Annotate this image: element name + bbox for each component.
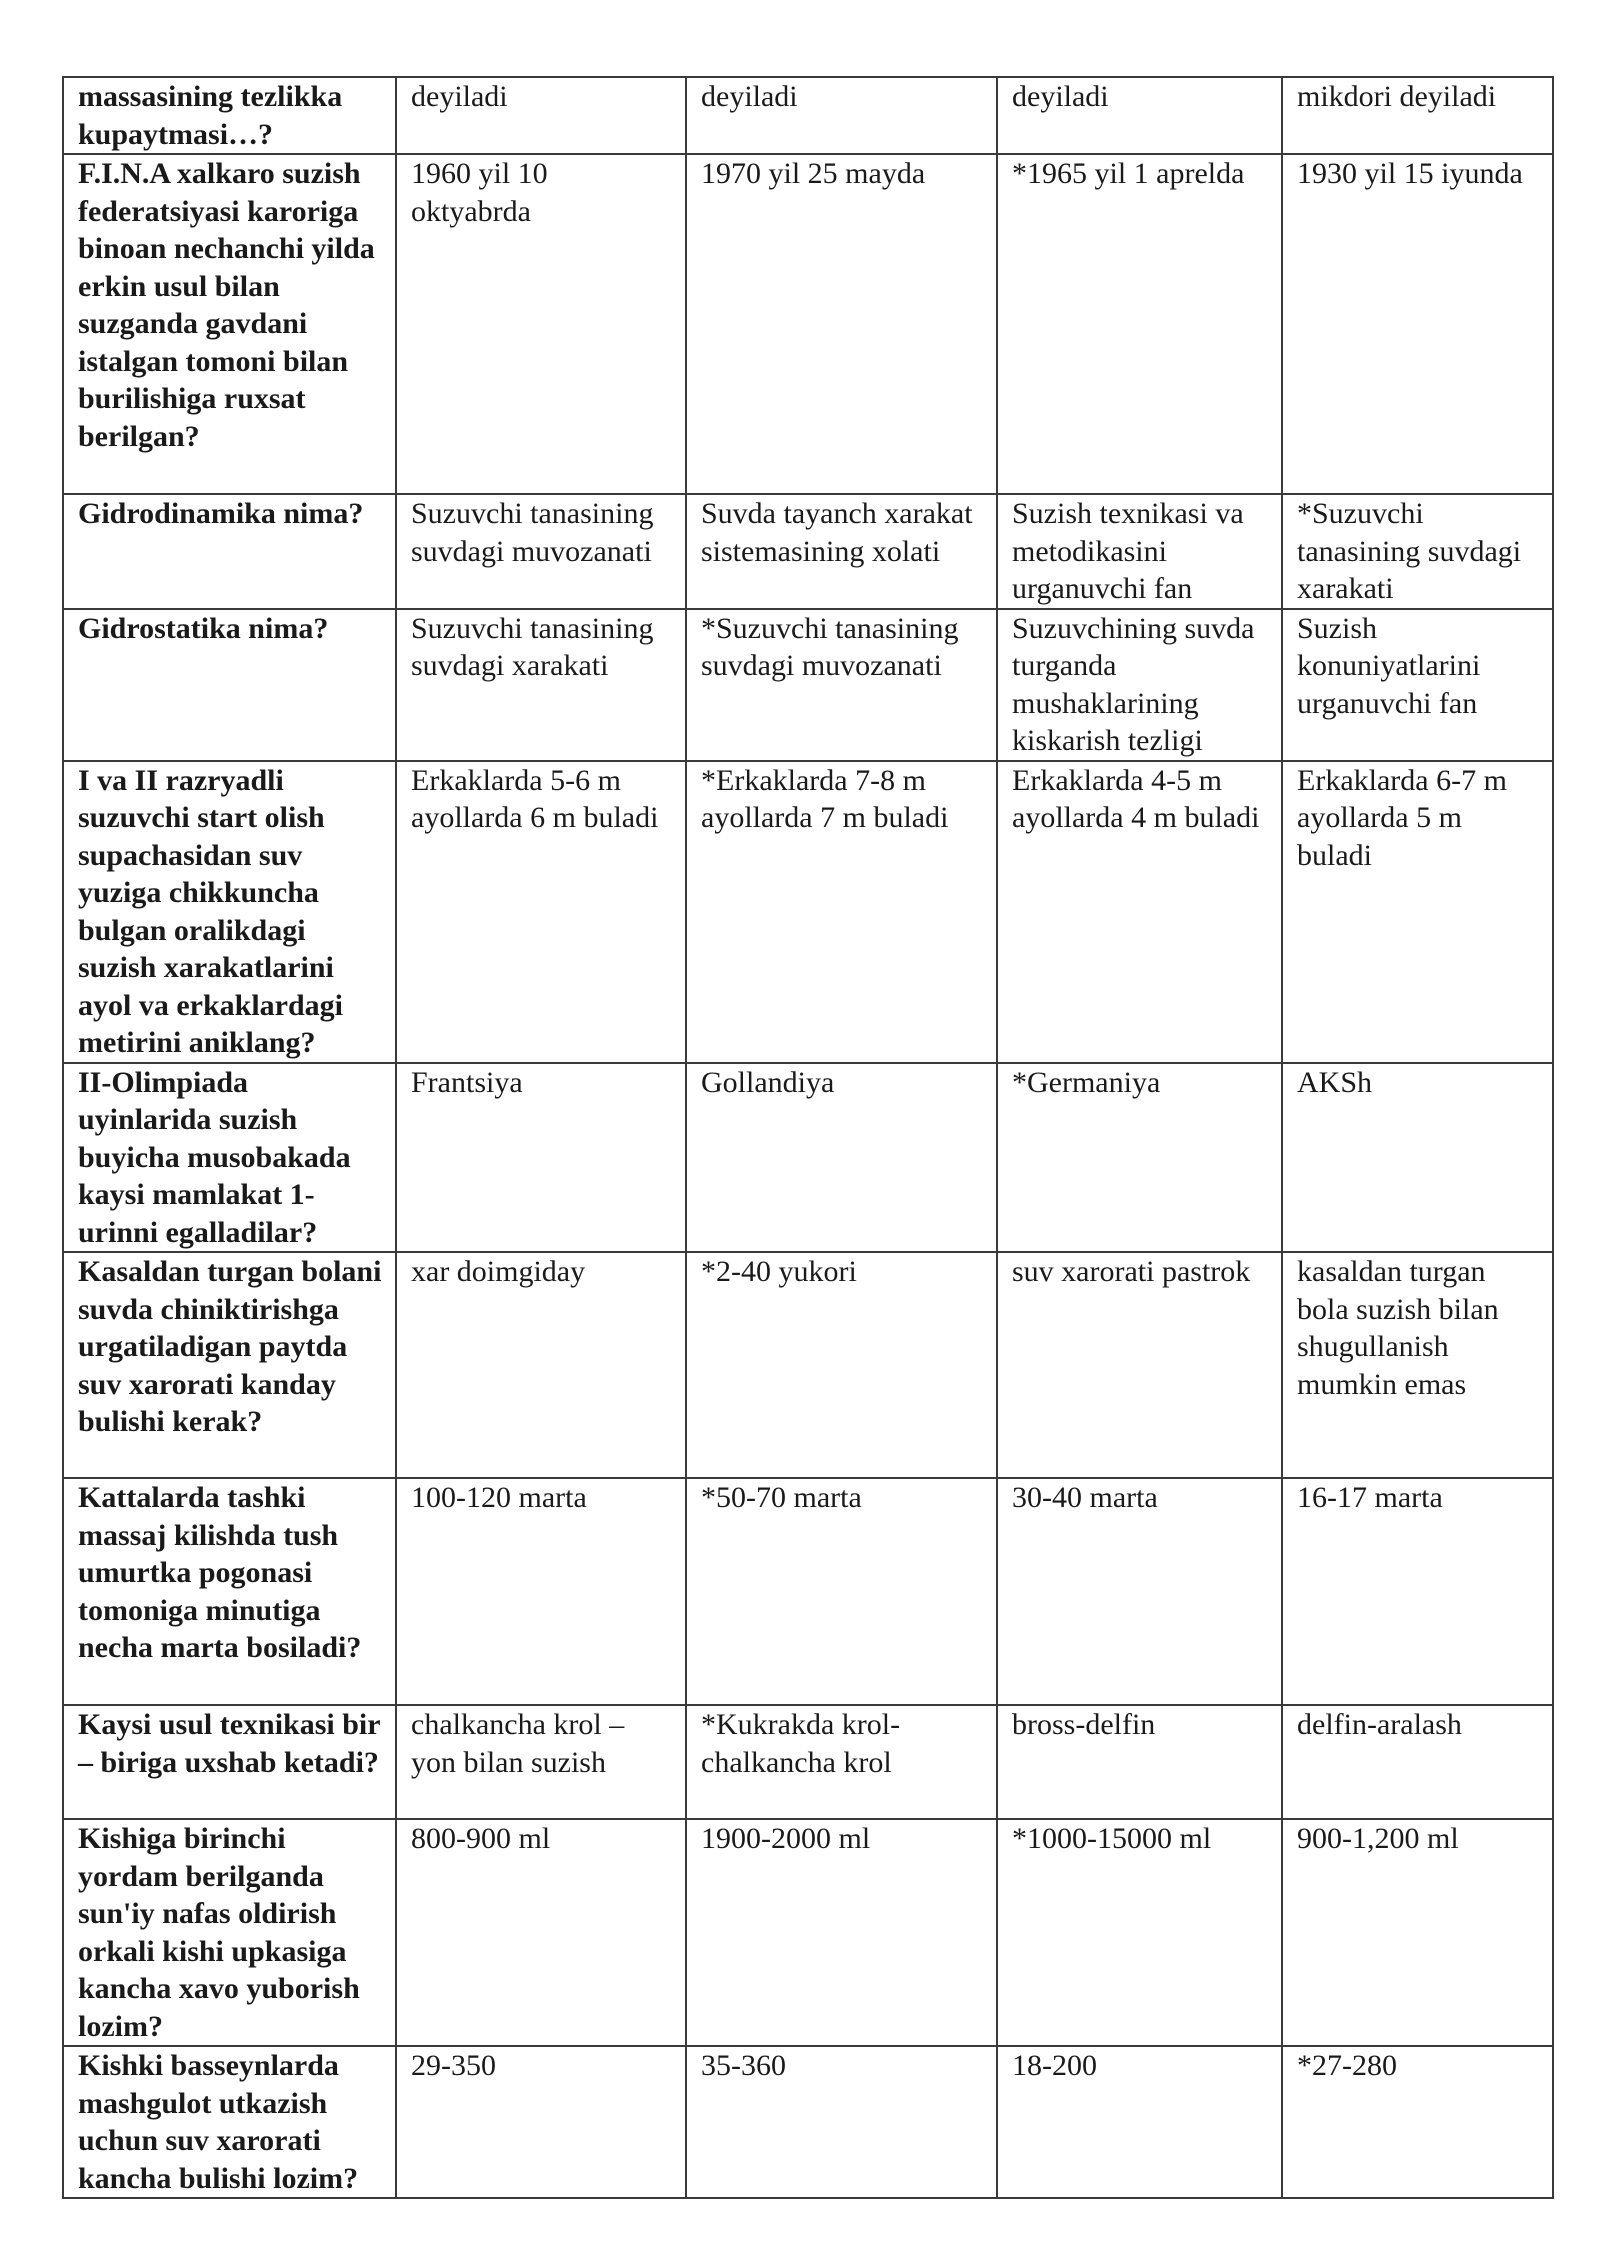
answer-option-c: *1965 yil 1 aprelda — [997, 154, 1282, 494]
question-cell: Kishiga birinchi yordam berilganda sun'iy nafas oldirish orkali kishi upkasiga kancha xavo yuborish lozim? — [63, 1819, 396, 2046]
answer-option-d: *Suzuvchi tanasining suvdagi xarakati — [1282, 494, 1553, 609]
answer-option-d: Suzish konuniyatlarini urganuvchi fan — [1282, 609, 1553, 761]
answer-option-a: Frantsiya — [396, 1063, 686, 1253]
question-cell: Kaysi usul texnikasi bir – biriga uxshab ketadi? — [63, 1705, 396, 1819]
answer-option-b: 35-360 — [686, 2046, 997, 2198]
table-row — [63, 1252, 1553, 1478]
question-cell: Kasaldan turgan bolani suvda chiniktirishga urgatiladigan paytda suv xarorati kanday bulishi kerak? — [63, 1252, 396, 1478]
question-cell: massasining tezlikka kupaytmasi…? — [63, 77, 396, 154]
answer-option-c: 18-200 — [997, 2046, 1282, 2198]
answer-option-d: mikdori deyiladi — [1282, 77, 1553, 154]
answer-option-a: 800-900 ml — [396, 1819, 686, 2046]
answer-option-c: deyiladi — [997, 77, 1282, 154]
table-row — [63, 2046, 1553, 2198]
table-row — [63, 77, 1553, 154]
question-cell: Kattalarda tashki massaj kilishda tush umurtka pogonasi tomoniga minutiga necha marta bosiladi? — [63, 1478, 396, 1705]
answer-option-a: chalkancha krol – yon bilan suzish — [396, 1705, 686, 1819]
answer-option-a: Suzuvchi tanasining suvdagi xarakati — [396, 609, 686, 761]
answer-option-b: *2-40 yukori — [686, 1252, 997, 1478]
answer-option-d: 16-17 marta — [1282, 1478, 1553, 1705]
table-row — [63, 1819, 1553, 2046]
quiz-table — [62, 76, 1554, 2199]
answer-option-b: 1900-2000 ml — [686, 1819, 997, 2046]
answer-option-b: Gollandiya — [686, 1063, 997, 1253]
question-cell: I va II razryadli suzuvchi start olish supachasidan suv yuziga chikkuncha bulgan oralikdagi suzish xarakatlarini ayol va erkaklardagi metirini aniklang? — [63, 761, 396, 1063]
answer-option-d: AKSh — [1282, 1063, 1553, 1253]
table-row — [63, 761, 1553, 1063]
question-cell: F.I.N.A xalkaro suzish federatsiyasi karoriga binoan nechanchi yilda erkin usul bilan suzganda gavdani istalgan tomoni bilan burilishiga ruxsat berilgan? — [63, 154, 396, 494]
answer-option-d: 1930 yil 15 iyunda — [1282, 154, 1553, 494]
answer-option-c: *1000-15000 ml — [997, 1819, 1282, 2046]
answer-option-c: bross-delfin — [997, 1705, 1282, 1819]
question-cell: Gidrodinamika nima? — [63, 494, 396, 609]
answer-option-c: *Germaniya — [997, 1063, 1282, 1253]
answer-option-b: *50-70 marta — [686, 1478, 997, 1705]
answer-option-c: Erkaklarda 4-5 m ayollarda 4 m buladi — [997, 761, 1282, 1063]
answer-option-a: Erkaklarda 5-6 m ayollarda 6 m buladi — [396, 761, 686, 1063]
document-page — [62, 76, 1552, 2199]
answer-option-a: xar doimgiday — [396, 1252, 686, 1478]
table-row — [63, 154, 1553, 494]
table-row — [63, 1705, 1553, 1819]
answer-option-b: *Erkaklarda 7-8 m ayollarda 7 m buladi — [686, 761, 997, 1063]
answer-option-a: 29-350 — [396, 2046, 686, 2198]
answer-option-d: *27-280 — [1282, 2046, 1553, 2198]
question-cell: II-Olimpiada uyinlarida suzish buyicha musobakada kaysi mamlakat 1-urinni egalladilar? — [63, 1063, 396, 1253]
table-row — [63, 1478, 1553, 1705]
answer-option-c: Suzish texnikasi va metodikasini urganuvchi fan — [997, 494, 1282, 609]
question-cell: Gidrostatika nima? — [63, 609, 396, 761]
answer-option-a: 1960 yil 10 oktyabrda — [396, 154, 686, 494]
answer-option-c: suv xarorati pastrok — [997, 1252, 1282, 1478]
answer-option-a: Suzuvchi tanasining suvdagi muvozanati — [396, 494, 686, 609]
question-cell: Kishki basseynlarda mashgulot utkazish uchun suv xarorati kancha bulishi lozim? — [63, 2046, 396, 2198]
answer-option-b: Suvda tayanch xarakat sistemasining xolati — [686, 494, 997, 609]
answer-option-a: deyiladi — [396, 77, 686, 154]
answer-option-d: Erkaklarda 6-7 m ayollarda 5 m buladi — [1282, 761, 1553, 1063]
answer-option-b: 1970 yil 25 mayda — [686, 154, 997, 494]
quiz-table-body — [63, 77, 1553, 2198]
table-row — [63, 609, 1553, 761]
answer-option-c: Suzuvchining suvda turganda mushaklarining kiskarish tezligi — [997, 609, 1282, 761]
table-row — [63, 1063, 1553, 1253]
answer-option-d: 900-1,200 ml — [1282, 1819, 1553, 2046]
answer-option-d: kasaldan turgan bola suzish bilan shugullanish mumkin emas — [1282, 1252, 1553, 1478]
answer-option-b: *Suzuvchi tanasining suvdagi muvozanati — [686, 609, 997, 761]
answer-option-a: 100-120 marta — [396, 1478, 686, 1705]
answer-option-b: deyiladi — [686, 77, 997, 154]
answer-option-d: delfin-aralash — [1282, 1705, 1553, 1819]
answer-option-c: 30-40 marta — [997, 1478, 1282, 1705]
answer-option-b: *Kukrakda krol-chalkancha krol — [686, 1705, 997, 1819]
table-row — [63, 494, 1553, 609]
